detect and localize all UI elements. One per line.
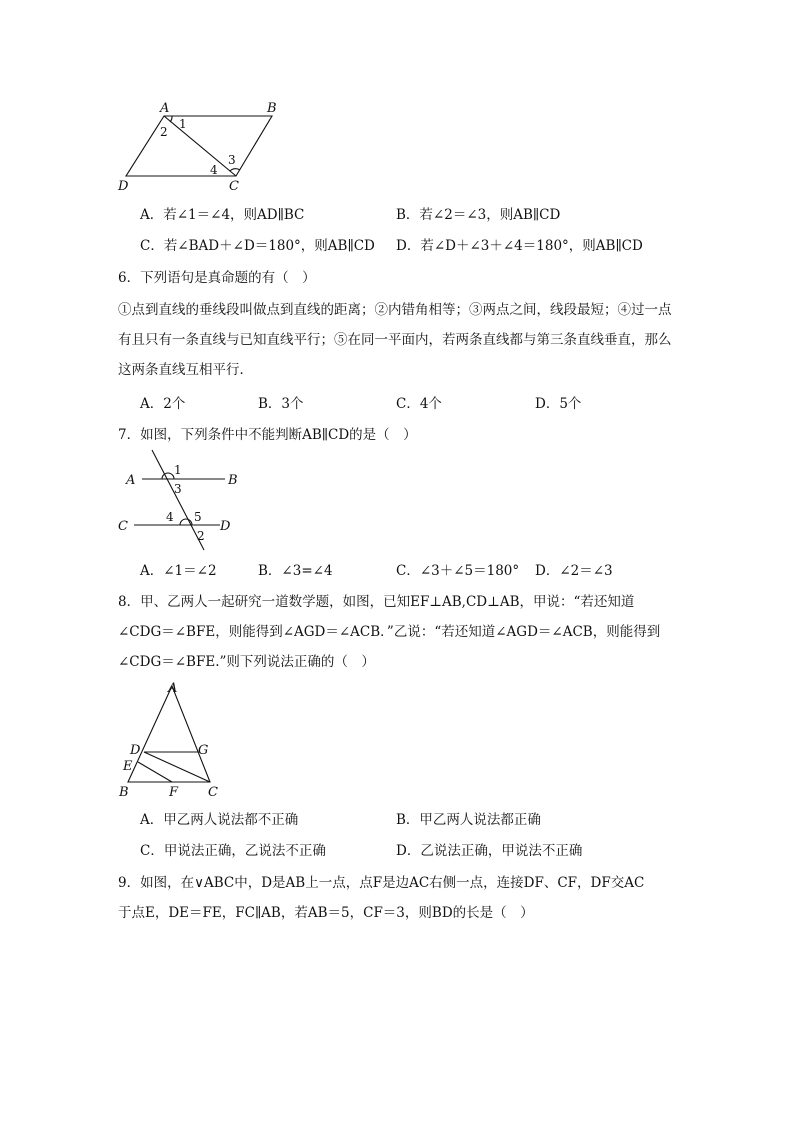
q7-label-c: C: [118, 519, 128, 534]
q7-option-a: A．∠1＝∠2: [140, 563, 217, 579]
q8-option-c: C．甲说法正确，乙说法不正确: [140, 843, 326, 859]
q5-option-b: B．若∠2＝∠3，则AB∥CD: [396, 207, 561, 223]
q5-parallelogram: [126, 116, 272, 176]
q5-angle-arc-3: [230, 169, 240, 171]
q5-option-c: C．若∠BAD＋∠D＝180°，则AB∥CD: [140, 238, 375, 254]
q5-option-a: A．若∠1＝∠4，则AD∥BC: [140, 207, 305, 223]
q5-label-b: B: [267, 101, 277, 116]
q6-body: ①点到直线的垂线段叫做点到直线的距离；②内错角相等；③两点之间，线段最短；④过一点有且只有一条直线与已知直线平行；⑤在同一平面内，若两条直线都与第三条直线垂直，那么这两条直线互相平行．: [118, 302, 672, 378]
q7-angle-2: 2: [197, 529, 205, 543]
q8-line2: ∠CDG＝∠BFE，则能得到∠AGD＝∠ACB．”乙说：“若还知道∠AGD＝∠ACB，则能得到: [118, 624, 661, 640]
q7-option-b: B．∠3=∠4: [258, 563, 333, 579]
q6-option-c: C．4个: [396, 396, 442, 412]
q8-label-c: C: [208, 785, 218, 800]
q7-angle-1: 1: [174, 463, 182, 477]
q9-line2: 于点E，DE＝FE，FC∥AB，若AB＝5，CF＝3，则BD的长是（ ）: [118, 905, 534, 921]
q7-label-a: A: [126, 473, 136, 488]
q7-angle-5: 5: [194, 510, 202, 524]
q5-label-c: C: [229, 179, 239, 194]
q6-option-a: A．2个: [140, 396, 186, 412]
q8-label-e: E: [123, 759, 133, 774]
q8-label-b: B: [119, 785, 129, 800]
q8-figure: [112, 676, 232, 804]
q7-angle-4: 4: [166, 510, 174, 524]
q5-option-d: D．若∠D＋∠3＋∠4＝180°，则AB∥CD: [396, 238, 643, 254]
q7-option-c: C．∠3＋∠5＝180°: [396, 563, 520, 579]
q7-figure: [112, 448, 252, 552]
q8-line3: ∠CDG＝∠BFE.”则下列说法正确的（ ）: [118, 654, 375, 670]
q8-line1: 8．甲、乙两人一起研究一道数学题，如图，已知EF⊥AB,CD⊥AB，甲说：“若还知道: [118, 594, 635, 610]
q8-option-a: A．甲乙两人说法都不正确: [140, 812, 299, 828]
q6-stem: 6．下列语句是真命题的有（ ）: [118, 270, 316, 286]
q5-angle-3: 3: [228, 153, 236, 167]
q5-angle-2: 2: [160, 125, 168, 139]
q5-angle-arc-1: [170, 116, 172, 122]
q5-label-d: D: [118, 179, 129, 194]
q8-label-f: F: [169, 785, 179, 800]
q5-angle-1: 1: [179, 117, 187, 131]
q5-figure: [112, 98, 292, 194]
q7-label-b: B: [228, 473, 238, 488]
q5-diagonal-ac: [164, 116, 236, 176]
q8-option-d: D．乙说法正确，甲说法不正确: [396, 843, 583, 859]
q8-triangle-abc: [128, 686, 210, 782]
q8-option-b: B．甲乙两人说法都正确: [396, 812, 541, 828]
q7-stem: 7．如图，下列条件中不能判断AB∥CD的是（ ）: [118, 427, 417, 443]
q9-line1: 9．如图，在∨ABC中，D是AB上一点，点F是边AC右侧一点，连接DF、CF，DF交AC: [118, 875, 645, 891]
q5-label-a: A: [160, 101, 170, 116]
q7-label-d: D: [220, 519, 231, 534]
q6-option-d: D．5个: [535, 396, 582, 412]
q6-option-b: B．3个: [258, 396, 304, 412]
q8-label-a: A: [168, 681, 178, 696]
q8-label-g: G: [198, 743, 209, 758]
q8-label-d: D: [130, 743, 141, 758]
q7-angle-3: 3: [174, 482, 182, 496]
q8-segment-ef: [138, 762, 172, 782]
q7-arc-top: [162, 473, 174, 479]
q7-option-d: D．∠2＝∠3: [535, 563, 613, 579]
q5-angle-4: 4: [210, 163, 218, 177]
